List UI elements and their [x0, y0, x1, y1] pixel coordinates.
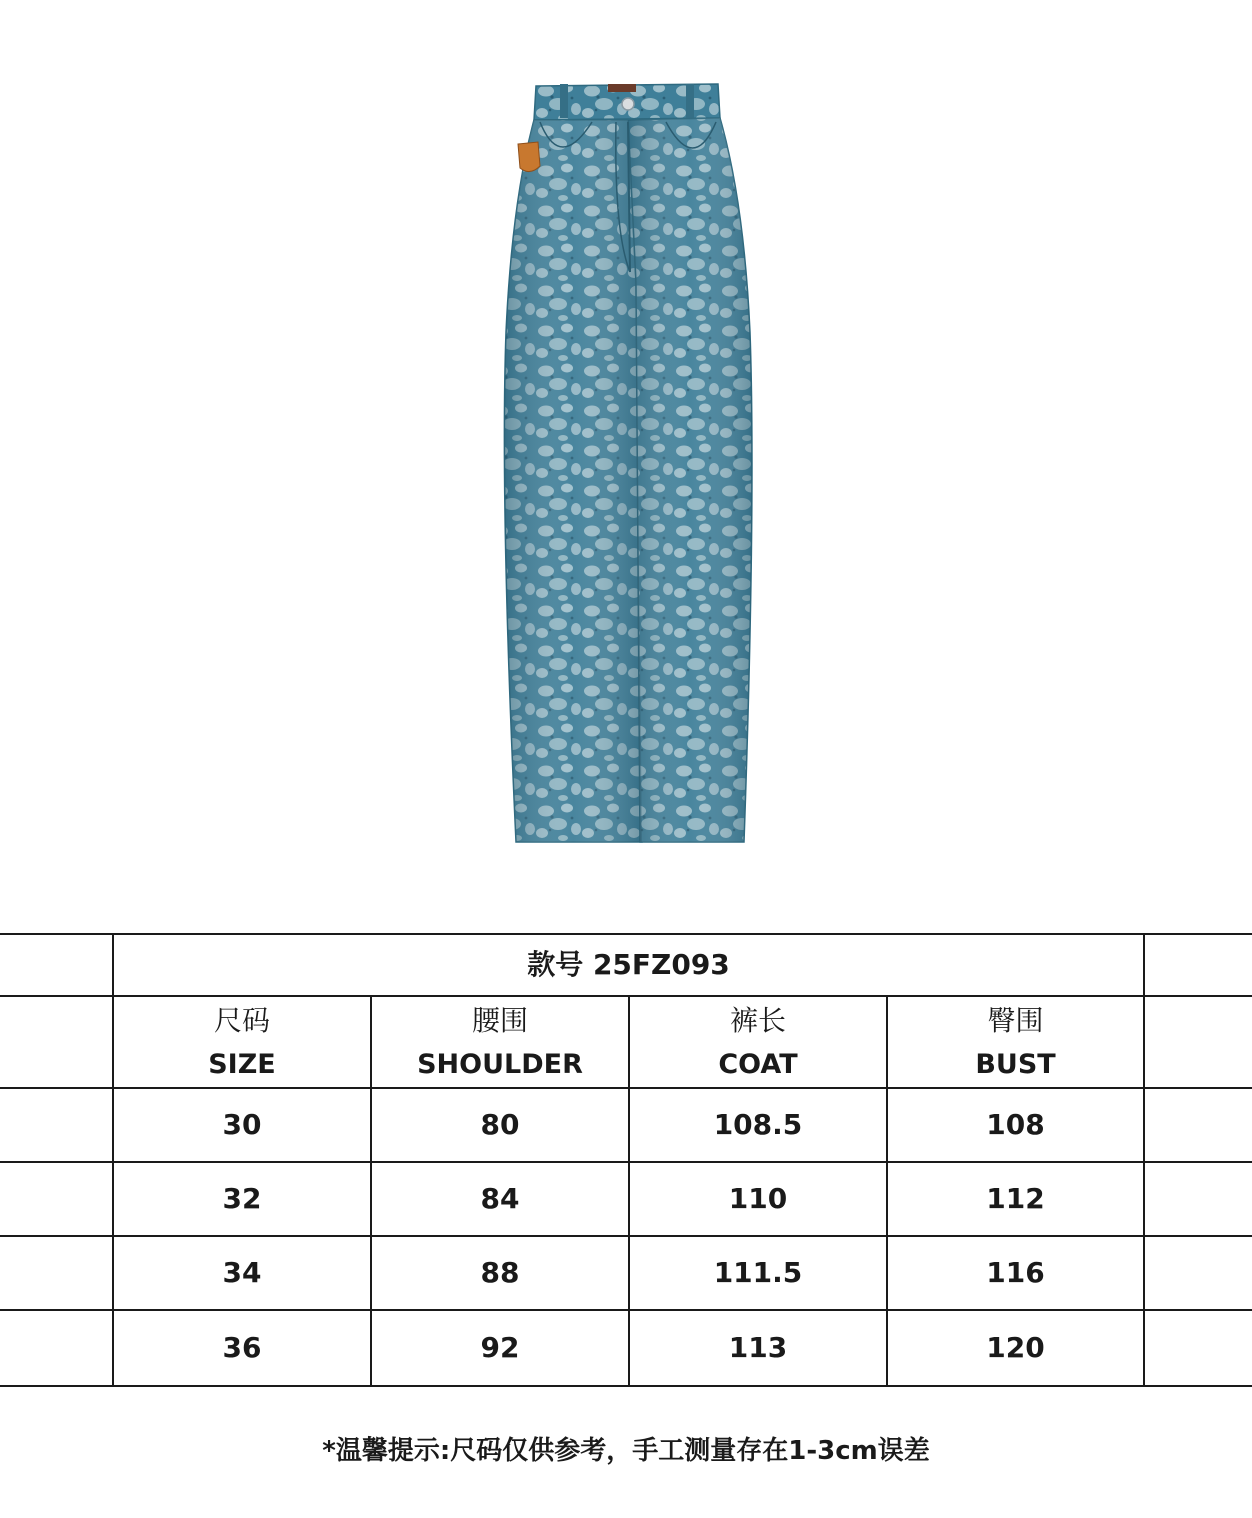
table-cell-hip: 116 [986, 1256, 1045, 1289]
header-hip [888, 997, 1143, 1087]
measurement-note: *温馨提示:尺码仅供参考，手工测量存在1-3cm误差 [322, 1436, 930, 1466]
header-waist-zh: 腰围 [471, 1003, 528, 1037]
table-cell-size: 34 [222, 1256, 262, 1289]
table-rule [0, 1385, 1252, 1387]
table-cell-length: 108.5 [713, 1108, 803, 1141]
table-rule [1143, 933, 1145, 1387]
size-table [0, 933, 1252, 1387]
table-cell-waist: 84 [480, 1182, 520, 1215]
header-length-en: COAT [718, 1048, 798, 1080]
table-cell-length: 111.5 [713, 1256, 803, 1289]
header-length [630, 997, 886, 1087]
table-cell-length: 113 [728, 1331, 788, 1364]
header-waist [372, 997, 628, 1087]
table-cell-length: 110 [728, 1182, 788, 1215]
table-cell-waist: 92 [480, 1331, 520, 1364]
table-title: 款号 25FZ093 [527, 948, 730, 981]
table-cell-hip: 112 [986, 1182, 1045, 1215]
table-cell-size: 30 [222, 1108, 262, 1141]
header-waist-en: SHOULDER [417, 1048, 583, 1080]
header-hip-en: BUST [975, 1048, 1056, 1080]
header-hip-zh: 臀围 [987, 1003, 1044, 1037]
header-size-en: SIZE [208, 1048, 276, 1080]
table-cell-waist: 80 [480, 1108, 520, 1141]
product-image [490, 82, 770, 852]
header-size [114, 997, 370, 1087]
table-cell-size: 32 [222, 1182, 262, 1215]
table-cell-size: 36 [222, 1331, 262, 1364]
table-cell-hip: 120 [986, 1331, 1045, 1364]
table-cell-hip: 108 [986, 1108, 1045, 1141]
header-length-zh: 裤长 [729, 1003, 786, 1037]
header-size-zh: 尺码 [213, 1003, 270, 1037]
table-cell-waist: 88 [480, 1256, 520, 1289]
denim-jeans-icon [490, 82, 770, 852]
